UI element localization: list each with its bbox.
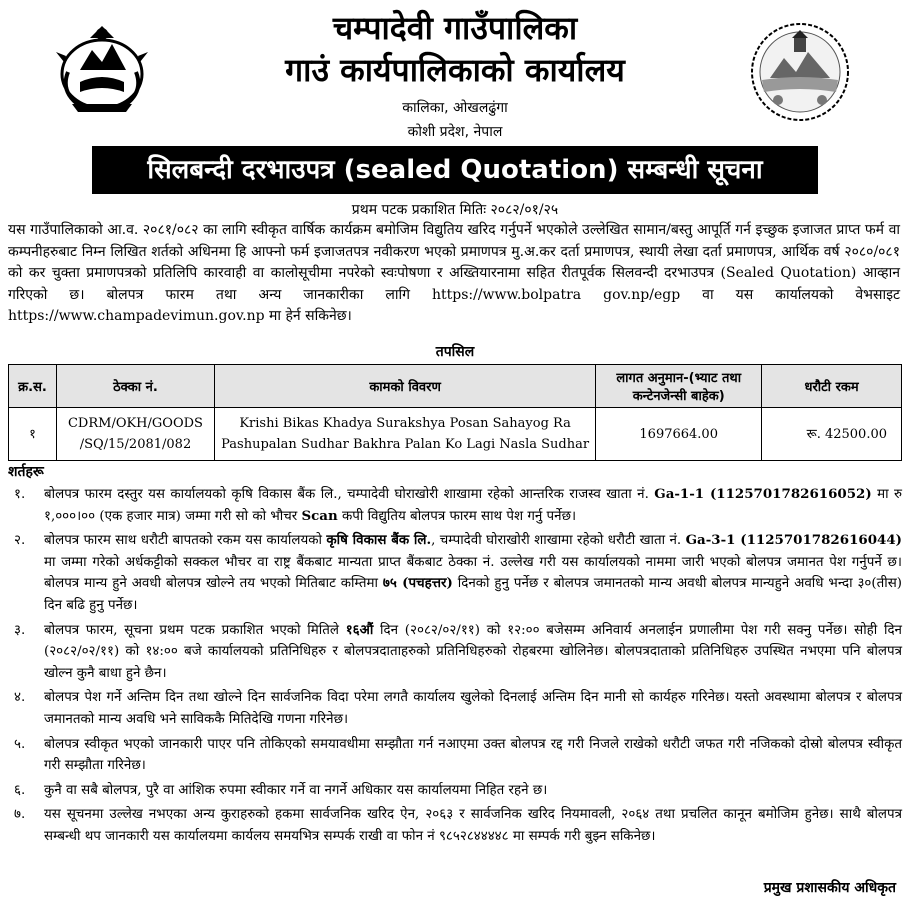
- condition-item: [8, 780, 902, 802]
- condition-item: [8, 530, 902, 616]
- condition-number: २.: [14, 533, 26, 549]
- condition-number: ३.: [14, 622, 26, 638]
- condition-number: ४.: [14, 690, 26, 706]
- cell-contract-no: CDRM/OKH/GOODS /SQ/15/2081/082: [56, 408, 214, 461]
- condition-text: दिन (२०८२/०२/११) को १२:०० बजेसम्म अनिवार्य अनलाईन प्रणालीमा पेश गरी सक्नु पर्नेछ। सोही दिन (२०८२/०२/११) को १४:०० बजे कार्यालयको प्रतिनिधिहरु र बोलपत्रदाताहरुको प्रतिनिधिहरुको रोहबरमा खोलिनेछ। बोलपत्रदाताको प्रतिनिधिहरु उपस्थित नभएमा पनि बोलपत्र खोल्न कुनै बाधा हुने छैन।: [44, 622, 902, 681]
- intro-paragraph: यस गाउँपालिकाको आ.व. २०८१/०८२ का लागि स्वीकृत वार्षिक कार्यक्रम बमोजिम विद्युतिय खरिद गर्नुपर्ने भएकोले उल्लेखित सामान/बस्तु आपूर्ति गर्न इच्छुक इजाजत प्राप्त फर्म वा कम्पनीहरुबाट निम्न लिखित शर्तको अधिनमा हि आफ्नो फर्म इजाजतपत्र नवीकरण भएको प्रमाणपत्र मु.अ.कर दर्ता प्रमाणपत्र, स्थायी लेखा दर्ता प्रमाणपत्र, आर्थिक वर्ष २०८०/०८१ को कर चुक्ता प्रमाणपत्रको प्रतिलिपि कारवाही वा कालोसूचीमा नपरेको स्वःपोषणा र अख्तियारनामा सहित रीतपूर्वक सिलवन्दी दरभाउपत्र (Sealed Quotation) आव्हान गरिएको छ। बोलपत्र फारम तथा अन्य जानकारीका लागि https://www.bolpatra gov.np/egp वा यस कार्यालयको वेभसाइट https://www.champadevimun.gov.np मा हेर्न सकिनेछ।: [8, 222, 900, 324]
- header-deposit: धरौटी रकम: [762, 365, 902, 408]
- condition-text: मा जम्मा गरेको अर्धकट्टीको सक्कल भौचर वा राष्ट्र बैंकबाट मान्यता प्राप्त बैंकबाट ठेक्का नं. उल्लेख गरी यस कार्यालयको नाममा जारी भएको बोलपत्र जमानत पेश गर्नुपर्ने छ। बोलपत्र मान्य हुने अवधी बोलपत्र खोल्ने तय भएको मितिबाट कम्तिमा: [44, 554, 902, 592]
- condition-number: ७.: [14, 807, 26, 823]
- cell-description: Krishi Bikas Khadya Surakshya Posan Sahayog Ra Pashupalan Sudhar Bakhra Palan Ko Lagi Nasla Sudhar: [214, 408, 595, 461]
- condition-item: [8, 804, 902, 847]
- signoff: प्रमुख प्रशासकीय अधिकृत: [763, 880, 896, 896]
- published-date: प्रथम पटक प्रकाशित मितिः २०८२/०१/२५: [351, 202, 559, 218]
- municipality-name: चम्पादेवी गाउँपालिका: [332, 9, 578, 47]
- condition-bold: १६औं: [345, 621, 374, 638]
- cell-deposit: रू. 42500.00: [762, 408, 902, 461]
- header-description: कामको विवरण: [214, 365, 595, 408]
- condition-bold: ७५ (पचहत्तर): [382, 575, 453, 592]
- condition-bold: कृषि विकास बैंक लि.: [326, 532, 432, 549]
- table-row: [9, 408, 902, 461]
- condition-number: ६.: [14, 782, 26, 798]
- condition-text: कुनै वा सबै बोलपत्र, पुरै वा आंशिक रुपमा स्वीकार गर्ने वा नगर्ने अधिकार यस कार्यालयमा निहित रहने छ।: [44, 782, 548, 798]
- condition-number: ५.: [14, 736, 26, 752]
- condition-bold: Scan: [301, 507, 338, 524]
- condition-text: दिनको हुनु पर्नेछ र बोलपत्र जमानतको मान्य अवधी बोलपत्र मान्यहुने अवधि भन्दा ३०(तीस) दिन बढि हुनु पर्नेछ।: [44, 576, 902, 613]
- conditions-title: शर्तहरू: [8, 464, 44, 480]
- header-sn: क्र.स.: [9, 365, 57, 408]
- conditions-list: [8, 484, 902, 851]
- condition-bold: Ga-3-1 (1125701782616044): [685, 532, 902, 549]
- condition-text: बोलपत्र फारम साथ धरौटी बापतको रकम यस कार्यालयको: [44, 533, 327, 549]
- condition-item: [8, 620, 902, 685]
- condition-text: , चम्पादेवी घोराखोरी शाखामा रहेको धरौटी खाता नं.: [431, 533, 686, 549]
- header-estimate: लागत अनुमान-(भ्याट तथा कन्टेनजेन्सी बाहेक): [596, 365, 762, 408]
- cell-estimate: 1697664.00: [596, 408, 762, 461]
- address-line-2: कोशी प्रदेश, नेपाल: [407, 124, 503, 140]
- condition-bold: Ga-1-1 (1125701782616052): [654, 486, 872, 502]
- address-line-1: कालिका, ओखलढुंगा: [402, 100, 508, 116]
- condition-text: मा रु १,०००।०० (एक हजार मात्र) जम्मा गरी सो को भौचर: [44, 487, 903, 524]
- condition-item: [8, 734, 902, 777]
- table-header-row: [9, 365, 902, 408]
- condition-text: बोलपत्र स्वीकृत भएको जानकारी पाएर पनि तोकिएको समयावधीमा सम्झौता गर्न नआएमा उक्त बोलपत्र रद्द गरी निजले राखेको धरौटी जफत गरी नजिकको दोस्रो बोलपत्र स्वीकृत गरी सम्झौता गरिनेछ।: [44, 736, 902, 774]
- condition-text: यस सूचनमा उल्लेख नभएका अन्य कुराहरुको हकमा सार्वजनिक खरिद ऐन, २०६३ र सार्वजनिक खरिद नियमावली, २०६४ तथा प्रचलित कानून बमोजिम हुनेछ। साथै बोलपत्र सम्बन्धी थप जानकारी यस कार्यालयमा कार्यलय समयभित्र सम्पर्क राखी वा फोन नं ९८५२८४४४४८ मा सम्पर्क गरी बुझ्न सकिनेछ।: [44, 807, 902, 844]
- condition-text: बोलपत्र फारम, सूचना प्रथम पटक प्रकाशित भएको मितिले: [44, 622, 346, 638]
- condition-text: कपी विद्युतिय बोलपत्र फारम साथ पेश गर्नु पर्नेछ।: [337, 508, 577, 524]
- condition-item: [8, 687, 902, 730]
- quotation-table: [8, 364, 902, 461]
- header-contract-no: ठेक्का नं.: [56, 365, 214, 408]
- condition-text: बोलपत्र पेश गर्ने अन्तिम दिन तथा खोल्ने दिन सार्वजनिक विदा परेमा लगतै कार्यालय खुलेको दिनलाई अन्तिम दिन मानी सो कार्यहरु गरिनेछ। यस्तो अवस्थामा बोलपत्र र बोलपत्र जमानतको मान्य अवधि भने साविककै मितिदेखि गणना गरिनेछ।: [44, 690, 902, 727]
- condition-number: १.: [14, 487, 26, 502]
- condition-item: [8, 484, 902, 527]
- notice-banner: सिलबन्दी दरभाउपत्र (sealed Quotation) सम्बन्धी सूचना: [92, 146, 818, 194]
- cell-sn: १: [9, 408, 57, 461]
- office-name: गाउं कार्यपालिकाको कार्यालय: [285, 51, 625, 89]
- table-caption: तपसिल: [435, 344, 475, 360]
- condition-text: बोलपत्र फारम दस्तुर यस कार्यालयको कृषि विकास बैंक लि., चम्पादेवी घोराखोरी शाखामा रहेको आन्तरिक राजस्व खाता नं.: [44, 487, 655, 502]
